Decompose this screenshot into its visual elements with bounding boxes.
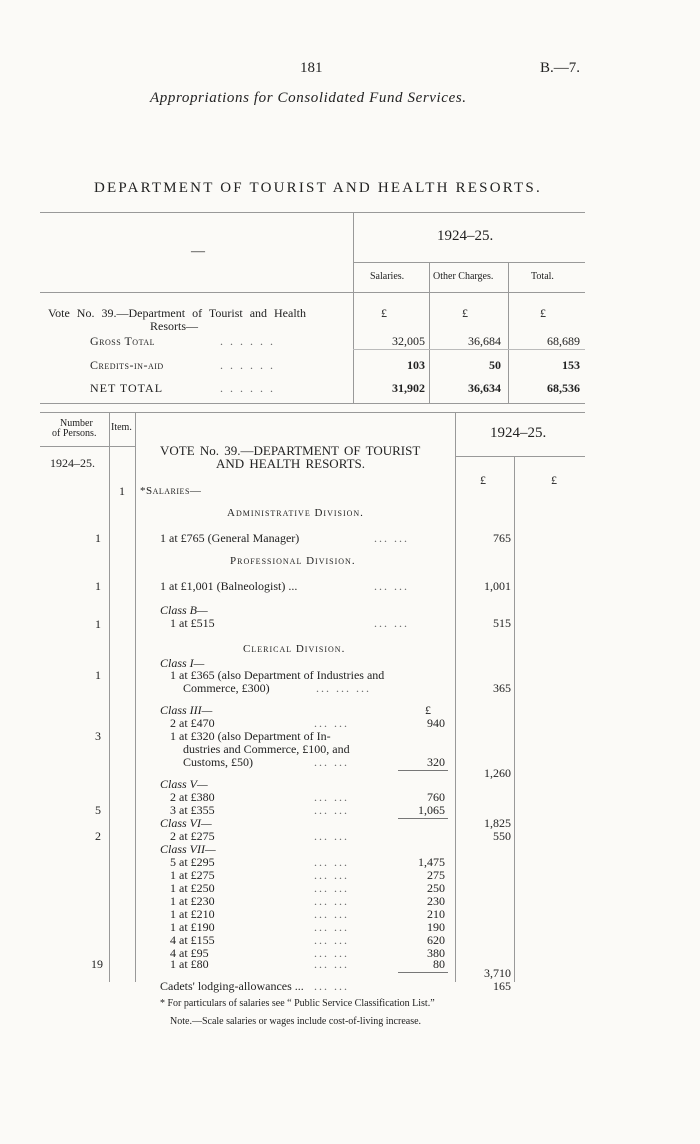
col-number-header-2: of Persons. (52, 428, 97, 439)
gross-total: 68,689 (547, 334, 580, 348)
subtotal-rule (398, 818, 448, 819)
summary-year-rule (353, 262, 585, 263)
row-leader: ... ... (314, 881, 349, 895)
sub-amount: 80 (433, 957, 445, 971)
amount: 165 (493, 979, 511, 993)
persons-count: 1 (95, 579, 101, 593)
col-item-header: Item. (111, 422, 132, 433)
gross-other: 36,684 (468, 334, 501, 348)
row-leader: ... ... (314, 803, 349, 817)
detail-col-divider (109, 412, 110, 982)
general-manager-line: 1 at £765 (General Manager) (160, 531, 300, 545)
detail-col-divider (455, 412, 456, 982)
sub-amount: 1,065 (418, 803, 445, 817)
summary-header-rule (40, 292, 585, 293)
balneologist-line: 1 at £1,001 (Balneologist) ... (160, 579, 298, 593)
class-vii-line: 1 at £210 (170, 907, 215, 921)
class-i-line-2: Commerce, £300) (183, 681, 270, 695)
summary-bottom-rule (40, 403, 585, 404)
row-leader: ... ... ... (316, 681, 371, 695)
class-vi-label: Class VI— (160, 816, 212, 830)
col-number-header: Number (60, 418, 93, 429)
sub-amount: 210 (427, 907, 445, 921)
detail-top-rule (40, 412, 585, 413)
cadets-line: Cadets' lodging-allowances ... (160, 979, 304, 993)
sub-amount: 940 (427, 716, 445, 730)
class-vii-line: 1 at £250 (170, 881, 215, 895)
net-salaries: 31,902 (392, 381, 425, 395)
persons-count: 3 (95, 729, 101, 743)
row-leader: ... ... (314, 855, 349, 869)
vote-title-1: VOTE No. 39.—DEPARTMENT OF TOURIST (160, 443, 421, 458)
salaries-heading: *Salaries— (140, 485, 202, 497)
row-leader: ... ... (314, 907, 349, 921)
class-vii-line: 4 at £155 (170, 933, 215, 947)
summary-net-rule (353, 349, 585, 350)
credits-other: 50 (489, 358, 501, 372)
class-vii-line: 1 at £80 (170, 957, 209, 971)
sub-amount: 1,475 (418, 855, 445, 869)
page-number: 181 (300, 60, 323, 76)
amount: 365 (493, 681, 511, 695)
currency-a: £ (480, 473, 486, 487)
sub-amount: 380 (427, 946, 445, 960)
credits-salaries: 103 (407, 358, 425, 372)
sub-amount: 760 (427, 790, 445, 804)
class-i-line-1: 1 at £365 (also Department of Industries and (170, 668, 385, 682)
class-vii-line: 4 at £95 (170, 946, 209, 960)
persons-count: 1 (95, 668, 101, 682)
amount: 515 (493, 616, 511, 630)
class-iii-line: Customs, £50) (183, 755, 254, 769)
sub-amount: 230 (427, 894, 445, 908)
class-vii-label: Class VII— (160, 842, 216, 856)
row-leader: . . . . . . (220, 358, 275, 372)
prof-division-heading: Professional Division. (230, 555, 356, 567)
footnote-note: Note.—Scale salaries or wages include cost-of-living increase. (170, 1016, 422, 1027)
department-title: DEPARTMENT OF TOURIST AND HEALTH RESORTS. (94, 180, 542, 196)
amount: 1,001 (484, 579, 511, 593)
col-total-header: Total. (531, 271, 554, 282)
persons-count: 5 (95, 803, 101, 817)
class-b-label: Class B— (160, 603, 208, 617)
row-leader: ... ... (314, 933, 349, 947)
gross-total-label: Gross Total (90, 334, 155, 348)
net-other: 36,634 (468, 381, 501, 395)
col-other-charges-header: Other Charges. (433, 271, 494, 282)
detail-col-divider (514, 456, 515, 982)
amount: 1,825 (484, 816, 511, 830)
amount: 1,260 (484, 766, 511, 780)
total-persons: 19 (91, 957, 103, 971)
class-v-line: 3 at £355 (170, 803, 215, 817)
net-total: 68,536 (547, 381, 580, 395)
row-leader: ... ... (374, 616, 409, 630)
vote-title-2: AND HEALTH RESORTS. (216, 456, 365, 471)
currency-salaries: £ (381, 306, 387, 320)
class-iii-line: 2 at £470 (170, 716, 215, 730)
class-i-label: Class I— (160, 656, 205, 670)
currency-total: £ (540, 306, 546, 320)
row-leader: . . . . . . (220, 334, 275, 348)
summary-top-rule (40, 212, 585, 213)
row-leader: ... ... (314, 957, 349, 971)
amount: 765 (493, 531, 511, 545)
row-leader: ... ... (374, 531, 409, 545)
summary-col-divider (353, 212, 354, 403)
class-iii-line: 1 at £320 (also Department of In- (170, 729, 331, 743)
row-leader: ... ... (374, 579, 409, 593)
class-vii-line: 1 at £275 (170, 868, 215, 882)
class-vi-line: 2 at £275 (170, 829, 215, 843)
amount: 3,710 (484, 966, 511, 980)
row-leader: ... ... (314, 894, 349, 908)
summary-year: 1924–25. (437, 228, 494, 244)
year-left: 1924–25. (50, 456, 95, 470)
persons-count: 1 (95, 531, 101, 545)
credits-in-aid-label: Credits-in-aid (90, 358, 164, 372)
row-leader: ... ... (314, 920, 349, 934)
row-leader: . . . . . . (220, 381, 275, 395)
gross-salaries: 32,005 (392, 334, 425, 348)
col-salaries-header: Salaries. (370, 271, 405, 282)
class-v-line: 2 at £380 (170, 790, 215, 804)
year-right: 1924–25. (490, 425, 547, 441)
class-vii-line: 1 at £190 (170, 920, 215, 934)
vote-line-2: Resorts— (150, 319, 198, 333)
sub-amount: 190 (427, 920, 445, 934)
class-iii-label: Class III— (160, 703, 213, 717)
row-leader: ... ... (314, 946, 349, 960)
credits-total: 153 (562, 358, 580, 372)
footnote-classification: * For particulars of salaries see “ Public Service Classification List.” (160, 998, 435, 1009)
subtotal-rule (398, 972, 448, 973)
class-b-line: 1 at £515 (170, 616, 215, 630)
detail-header-rule (40, 446, 135, 447)
net-total-label: NET TOTAL (90, 381, 164, 395)
currency-b: £ (551, 473, 557, 487)
class-iii-line: dustries and Commerce, £100, and (183, 742, 350, 756)
sub-amount: 620 (427, 933, 445, 947)
row-leader: ... ... (314, 868, 349, 882)
persons-count: 2 (95, 829, 101, 843)
row-leader: ... ... (314, 755, 349, 769)
detail-col-divider (135, 412, 136, 982)
sub-amount: 250 (427, 881, 445, 895)
row-leader: ... ... (314, 829, 349, 843)
amount: 550 (493, 829, 511, 843)
row-leader: ... ... (314, 716, 349, 730)
sub-amount: 275 (427, 868, 445, 882)
currency-other: £ (462, 306, 468, 320)
row-leader: ... ... (314, 979, 349, 993)
detail-header-rule (455, 456, 585, 457)
admin-division-heading: Administrative Division. (227, 507, 364, 519)
clerical-division-heading: Clerical Division. (243, 643, 346, 655)
class-v-label: Class V— (160, 777, 208, 791)
vote-line-1: Vote No. 39.—Department of Tourist and Health (48, 306, 307, 320)
document-reference: B.—7. (540, 60, 581, 76)
page-subtitle: Appropriations for Consolidated Fund Services. (150, 90, 467, 106)
class-vii-line: 1 at £230 (170, 894, 215, 908)
subtotal-rule (398, 770, 448, 771)
item-number: 1 (119, 484, 125, 498)
row-leader: ... ... (314, 790, 349, 804)
persons-count: 1 (95, 617, 101, 631)
sub-amount: 320 (427, 755, 445, 769)
class-vii-line: 5 at £295 (170, 855, 215, 869)
class-iii-pound: £ (425, 703, 431, 717)
summary-dash: — (191, 244, 205, 259)
